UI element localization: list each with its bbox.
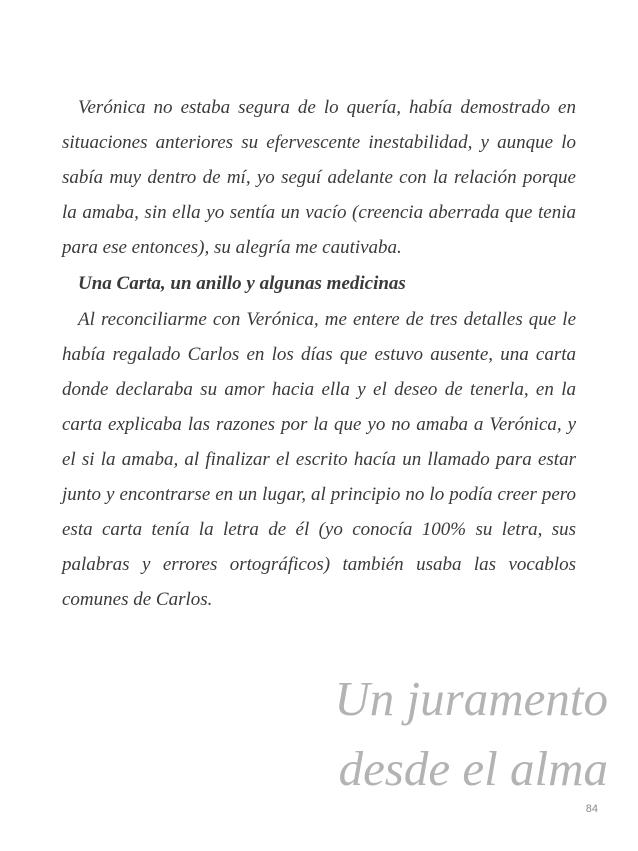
paragraph-2: Al reconciliarme con Verónica, me entere de tres detalles que le había regalado Carlos en los días que estuvo ausente, una carta donde declaraba su amor hacia ella y el deseo de tenerla, en la carta explicaba las razones por la que yo no amaba a Verónica, y el si la amaba, al finalizar el escrito hacía un llamado para estar junto y encontrarse en un lugar, al principio no lo podía creer pero esta carta tenía la letra de él (yo conocía 100% su letra, sus palabras y errores ortográficos) también usaba las vocablos comunes de Carlos. [62, 309, 576, 610]
page-number: 84 [585, 803, 598, 815]
paragraph-1: Verónica no estaba segura de lo quería, había demostrado en situaciones anteriores su efervescente inestabilidad, y aunque lo sabía muy dentro de mí, yo seguí adelante con la relación porque la amaba, sin ella yo sentía un vacío (creencia aberrada que tenia para ese entonces), su alegría me cautivaba. [62, 97, 576, 258]
book-title-watermark-line-2: desde el alma [338, 741, 608, 796]
book-title-watermark-line-1: Un juramento [334, 671, 608, 726]
section-heading: Una Carta, un anillo y algunas medicinas [78, 273, 406, 294]
page-body [62, 90, 576, 617]
